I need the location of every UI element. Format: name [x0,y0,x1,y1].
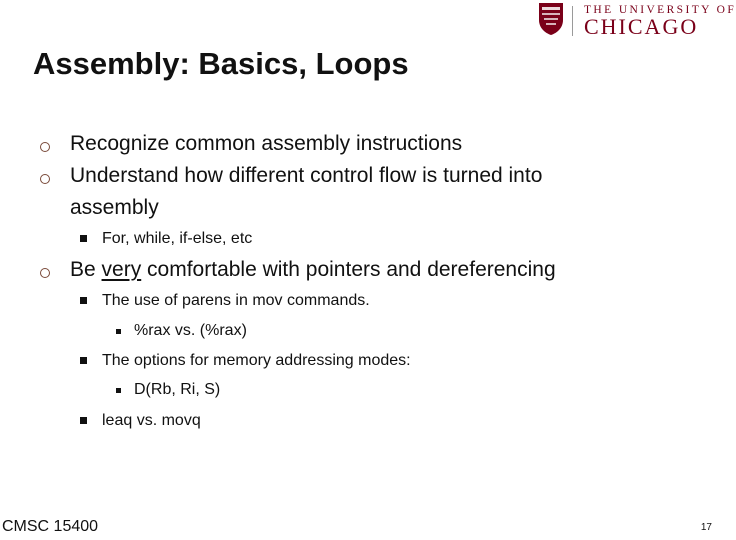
sub-bullet-for-while: For, while, if-else, etc [102,230,253,247]
square-bullet-small-icon [116,388,121,393]
square-bullet-icon [80,357,87,364]
logo-divider [572,6,573,36]
slide-title: Assembly: Basics, Loops [33,46,409,81]
sub-bullet-addressing-modes: The options for memory addressing modes: [102,352,411,369]
bullet-item-2-line1: Understand how different control flow is turned into [70,164,543,187]
logo-text-line1: THE UNIVERSITY OF [584,4,736,16]
sub-sub-bullet-rax: %rax vs. (%rax) [134,322,247,339]
bullet-circle-icon [40,174,50,184]
square-bullet-icon [80,235,87,242]
bullet-item-3 [70,258,556,282]
square-bullet-icon [80,297,87,304]
sub-bullet-leaq-movq: leaq vs. movq [102,412,201,429]
course-label: CMSC 15400 [2,518,99,535]
bullet-3-text-after: comfortable with pointers and dereferencing [141,258,556,281]
shield-icon [538,2,564,36]
logo-text-line2: CHICAGO [584,14,699,39]
bullet-item-2-line2: assembly [70,196,159,219]
square-bullet-small-icon [116,329,121,334]
bullet-item-1: Recognize common assembly instructions [70,132,463,155]
bullet-circle-icon [40,268,50,278]
sub-bullet-parens: The use of parens in mov commands. [102,292,370,309]
university-logo [538,2,736,39]
sub-sub-bullet-d-rb-ri-s: D(Rb, Ri, S) [134,381,221,398]
bullet-3-text-before: Be [70,258,102,281]
page-number: 17 [700,522,712,533]
bullet-3-emphasis: very [101,258,142,281]
square-bullet-icon [80,417,87,424]
bullet-circle-icon [40,142,50,152]
